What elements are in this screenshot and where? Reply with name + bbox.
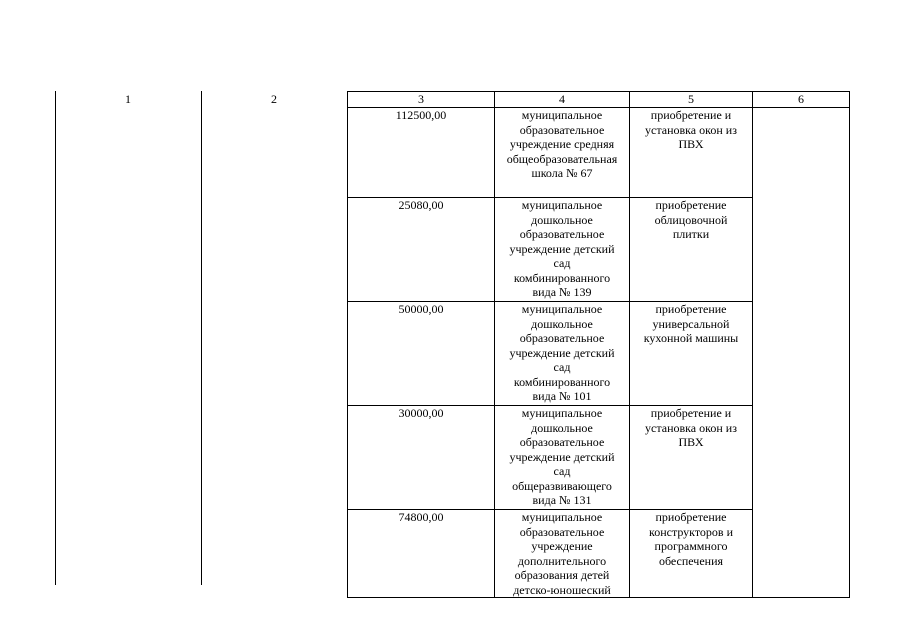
- amount-cell: [348, 108, 495, 198]
- column-6-header: 6: [753, 92, 850, 108]
- institution-name: муниципальное дошкольное образовательное учреждение детский сад комбинированного вида № 139: [509, 198, 615, 299]
- institution-cell: [495, 302, 630, 406]
- institution-name: муниципальное дошкольное образовательное учреждение детский сад комбинированного вида № 101: [509, 302, 615, 403]
- column-6-cell: [753, 108, 850, 598]
- column-1-header: 1: [125, 92, 131, 106]
- institution-name: муниципальное образовательное учреждение средняя общеобразовательная школа № 67: [506, 108, 618, 180]
- purpose-text: приобретение облицовочной плитки: [654, 198, 728, 241]
- institution-cell: [495, 406, 630, 510]
- table-header-row: [348, 92, 850, 108]
- column-4-header: 4: [495, 92, 630, 108]
- column-1-left-border: [55, 91, 56, 585]
- purpose-cell: [630, 198, 753, 302]
- column-5-header: 5: [630, 92, 753, 108]
- table-row: [348, 108, 850, 198]
- purpose-text: приобретение и установка окон из ПВХ: [645, 108, 737, 151]
- column-2-header: 2: [271, 92, 277, 106]
- funding-table: [347, 91, 850, 598]
- amount-value: 30000,00: [398, 406, 444, 420]
- institution-cell: [495, 510, 630, 598]
- column-3-header: 3: [348, 92, 495, 108]
- purpose-cell: [630, 108, 753, 198]
- institution-name: муниципальное дошкольное образовательное учреждение детский сад общеразвивающего вида № 131: [509, 406, 615, 507]
- purpose-cell: [630, 302, 753, 406]
- purpose-text: приобретение и установка окон из ПВХ: [645, 406, 737, 449]
- purpose-text: приобретение универсальной кухонной машины: [643, 302, 739, 345]
- column-2-left-border: [201, 91, 202, 585]
- institution-cell: [495, 198, 630, 302]
- amount-cell: [348, 510, 495, 598]
- purpose-text: приобретение конструкторов и программного обеспечения: [648, 510, 734, 568]
- purpose-cell: [630, 510, 753, 598]
- amount-value: 112500,00: [395, 108, 447, 122]
- institution-cell: [495, 108, 630, 198]
- purpose-cell: [630, 406, 753, 510]
- amount-cell: [348, 406, 495, 510]
- amount-cell: [348, 302, 495, 406]
- amount-cell: [348, 198, 495, 302]
- amount-value: 25080,00: [398, 198, 444, 212]
- amount-value: 50000,00: [398, 302, 444, 316]
- amount-value: 74800,00: [398, 510, 444, 524]
- institution-name: муниципальное образовательное учреждение дополнительного образования детей детско-юношеский: [513, 510, 611, 597]
